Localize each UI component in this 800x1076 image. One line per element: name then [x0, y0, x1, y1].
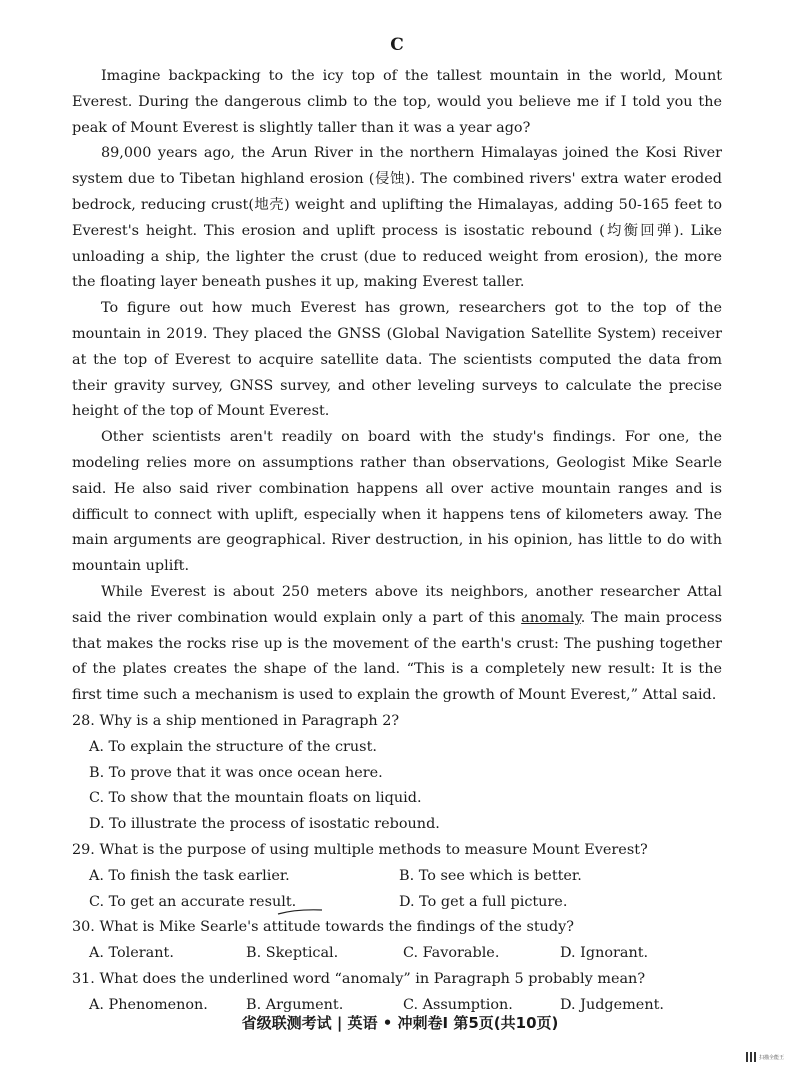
question-29-options-row-1 — [72, 864, 722, 890]
underlined-word-anomaly: anomaly — [521, 609, 581, 626]
scanner-watermark — [746, 1052, 784, 1062]
question-31-stem: 31. What does the underlined word “anomaly” in Paragraph 5 probably mean? — [72, 970, 646, 987]
question-28-option-b: B. To prove that it was once ocean here. — [89, 764, 383, 781]
question-29-option-a: A. To finish the task earlier. — [89, 867, 290, 884]
section-heading: C — [390, 35, 404, 55]
watermark-text: 扫描全能王 — [758, 1054, 784, 1061]
question-28-option-d: D. To illustrate the process of isostatic rebound. — [89, 816, 440, 833]
question-30-options — [72, 941, 722, 967]
paragraph-5-text-before: While Everest is about 250 meters above its neighbors, another researcher Attal said the river combination would explain only a part of this — [72, 583, 722, 626]
qr-code-icon — [746, 1052, 756, 1062]
question-31-option-a: A. Phenomenon. — [89, 996, 208, 1013]
question-28 — [72, 709, 722, 838]
question-30-option-a: A. Tolerant. — [89, 945, 174, 962]
paragraph-4: Other scientists aren't readily on board with the study's findings. For one, the modeling relies more on assumptions rather than observations, Geologist Mike Searle said. He also said river combination happens all over active mountain ranges and is difficult to connect with uplift, especially when it happens tens of kilometers away. The main arguments are geographical. River destruction, in his opinion, has little to do with mountain uplift. — [72, 429, 722, 575]
question-28-stem: 28. Why is a ship mentioned in Paragraph 2? — [72, 712, 400, 729]
question-30-option-d: D. Ignorant. — [560, 945, 649, 962]
page-footer: 省级联测考试 | 英语 • 冲刺卷Ⅰ 第5页(共10页) — [241, 1014, 559, 1032]
question-31-option-c: C. Assumption. — [403, 996, 513, 1013]
question-28-option-c: C. To show that the mountain floats on liquid. — [89, 790, 422, 807]
paragraph-1: Imagine backpacking to the icy top of the tallest mountain in the world, Mount Everest. During the dangerous climb to the top, would you believe me if I told you the peak of Mount Everest is slightly taller than it was a year ago? — [72, 68, 722, 136]
paragraph-5-text-after: . The main process that makes the rocks rise up is the movement of the earth's crust: The pushing together of the plates creates the shape of the land. “This is a completely new result: It is the first time such a mechanism is used to explain the growth of Mount Everest,” Attal said. — [72, 609, 722, 704]
question-30 — [72, 915, 722, 967]
question-31-option-d: D. Judgement. — [560, 996, 664, 1013]
question-29 — [72, 838, 722, 915]
paragraph-5 — [72, 580, 722, 709]
exam-page — [72, 34, 722, 1018]
question-31-option-b: B. Argument. — [246, 996, 344, 1013]
question-29-stem: 29. What is the purpose of using multiple methods to measure Mount Everest? — [72, 841, 648, 858]
question-29-option-c: C. To get an accurate result. — [89, 893, 297, 910]
paragraph-2: 89,000 years ago, the Arun River in the northern Himalayas joined the Kosi River system due to Tibetan highland erosion (侵蚀). The combined rivers' extra water eroded bedrock, reducing crust(地壳) weight and uplifting the Himalayas, adding 50-165 feet to Everest's height. This erosion and uplift process is isostatic rebound (均衡回弹). Like unloading a ship, the lighter the crust (due to reduced weight from erosion), the more the floating layer beneath pushes it up, making Everest taller. — [72, 145, 722, 291]
question-29-option-b: B. To see which is better. — [399, 867, 582, 884]
question-28-option-a: A. To explain the structure of the crust. — [89, 738, 377, 755]
question-30-stem: 30. What is Mike Searle's attitude towards the findings of the study? — [72, 919, 574, 936]
question-31 — [72, 967, 722, 1019]
question-30-option-b: B. Skeptical. — [246, 945, 339, 962]
question-30-option-c: C. Favorable. — [403, 945, 500, 962]
question-29-option-d: D. To get a full picture. — [399, 893, 568, 910]
question-29-options-row-2 — [72, 890, 722, 916]
paragraph-3: To figure out how much Everest has grown, researchers got to the top of the mountain in 2019. They placed the GNSS (Global Navigation Satellite System) receiver at the top of Everest to acquire satellite data. The scientists computed the data from their gravity survey, GNSS survey, and other leveling surveys to calculate the precise height of the top of Mount Everest. — [72, 300, 722, 420]
